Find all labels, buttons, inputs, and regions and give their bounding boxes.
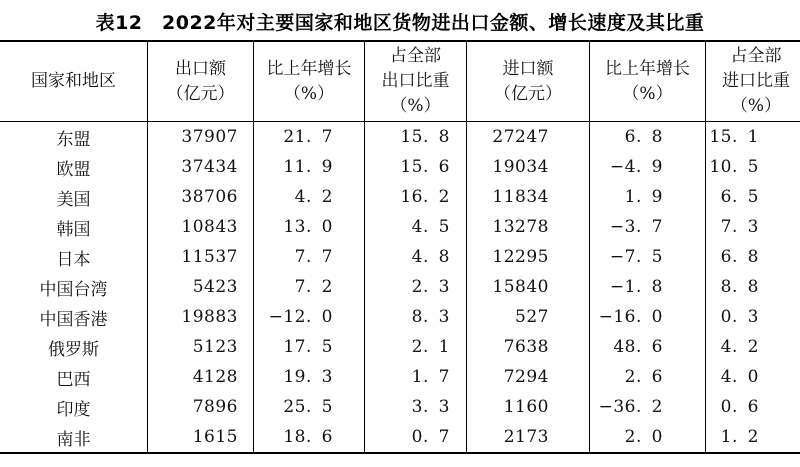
table-row <box>0 392 800 422</box>
cell-export-share: 1. 7 <box>365 362 467 392</box>
column-header-export-growth <box>254 41 365 122</box>
cell-import-value: 13278 <box>467 212 590 242</box>
cell-import-share: 10. 5 <box>706 152 800 182</box>
cell-region: 南非 <box>56 429 91 450</box>
column-header-import-share <box>706 41 800 122</box>
cell-export-growth: 13. 0 <box>254 212 365 242</box>
cell-import-share: 4. 0 <box>706 362 800 392</box>
cell-import-value: 27247 <box>467 122 590 153</box>
cell-export-share: 0. 7 <box>365 422 467 453</box>
cell-export-value: 10843 <box>148 212 254 242</box>
cell-import-share: 6. 5 <box>706 182 800 212</box>
cell-export-growth: 21. 7 <box>254 122 365 153</box>
cell-import-share: 4. 2 <box>706 332 800 362</box>
cell-region: 印度 <box>56 399 91 420</box>
cell-import-share: 15. 1 <box>706 122 800 153</box>
cell-export-growth: 19. 3 <box>254 362 365 392</box>
cell-export-share: 2. 1 <box>365 332 467 362</box>
cell-export-value: 7896 <box>148 392 254 422</box>
cell-export-growth: −12. 0 <box>254 302 365 332</box>
cell-export-growth: 11. 9 <box>254 152 365 182</box>
cell-export-share: 8. 3 <box>365 302 467 332</box>
cell-region: 中国香港 <box>39 309 108 330</box>
column-header-export-value <box>148 41 254 122</box>
cell-region: 韩国 <box>56 219 91 240</box>
column-header-export-share <box>365 41 467 122</box>
cell-export-growth: 4. 2 <box>254 182 365 212</box>
header-line: （亿元） <box>494 83 562 104</box>
header-line: 出口比重 <box>381 71 450 91</box>
cell-import-value: 11834 <box>467 182 590 212</box>
cell-export-value: 37434 <box>148 152 254 182</box>
cell-region: 欧盟 <box>56 159 91 180</box>
table-row <box>0 332 800 362</box>
cell-region: 美国 <box>56 189 91 210</box>
trade-by-country-table <box>0 40 800 454</box>
cell-region: 东盟 <box>56 129 91 150</box>
cell-import-growth: 48. 6 <box>590 332 706 362</box>
column-header-import-value <box>467 41 590 122</box>
table-title: 表12 2022年对主要国家和地区货物进出口金额、增长速度及其比重 <box>95 12 705 34</box>
cell-export-value: 11537 <box>148 242 254 272</box>
cell-export-value: 19883 <box>148 302 254 332</box>
table-row <box>0 122 800 153</box>
cell-region: 巴西 <box>56 369 91 390</box>
cell-export-share: 4. 8 <box>365 242 467 272</box>
cell-import-share: 0. 3 <box>706 302 800 332</box>
column-header-import-growth <box>590 41 706 122</box>
cell-import-growth: 6. 8 <box>590 122 706 153</box>
table-header <box>0 41 800 122</box>
table-row <box>0 302 800 332</box>
cell-export-value: 38706 <box>148 182 254 212</box>
cell-export-share: 3. 3 <box>365 392 467 422</box>
header-line: （%） <box>390 96 441 116</box>
header-line: （%） <box>730 96 782 116</box>
cell-export-share: 15. 8 <box>365 122 467 153</box>
cell-export-growth: 18. 6 <box>254 422 365 453</box>
table-row <box>0 422 800 453</box>
cell-export-value: 5123 <box>148 332 254 362</box>
cell-import-value: 7294 <box>467 362 590 392</box>
cell-import-growth: −1. 8 <box>590 272 706 302</box>
cell-export-growth: 7. 7 <box>254 242 365 272</box>
cell-import-growth: −4. 9 <box>590 152 706 182</box>
table-row <box>0 152 800 182</box>
table-row <box>0 362 800 392</box>
cell-import-value: 12295 <box>467 242 590 272</box>
cell-import-share: 7. 3 <box>706 212 800 242</box>
cell-import-share: 0. 6 <box>706 392 800 422</box>
cell-export-value: 1615 <box>148 422 254 453</box>
cell-export-share: 4. 5 <box>365 212 467 242</box>
cell-export-growth: 25. 5 <box>254 392 365 422</box>
cell-import-value: 15840 <box>467 272 590 302</box>
cell-import-value: 1160 <box>467 392 590 422</box>
column-header-region <box>0 41 148 122</box>
header-row <box>0 41 800 122</box>
table-row <box>0 212 800 242</box>
header-line: 比上年增长 <box>605 58 690 79</box>
header-line: 国家和地区 <box>31 71 116 91</box>
header-line: 占全部 <box>390 46 441 66</box>
cell-import-value: 527 <box>467 302 590 332</box>
cell-export-share: 16. 2 <box>365 182 467 212</box>
cell-import-value: 7638 <box>467 332 590 362</box>
cell-import-value: 2173 <box>467 422 590 453</box>
cell-export-share: 2. 3 <box>365 272 467 302</box>
cell-import-growth: −7. 5 <box>590 242 706 272</box>
table-body <box>0 122 800 454</box>
cell-import-growth: 2. 0 <box>590 422 706 453</box>
cell-import-growth: −16. 0 <box>590 302 706 332</box>
cell-export-value: 37907 <box>148 122 254 153</box>
cell-import-growth: 1. 9 <box>590 182 706 212</box>
header-line: 比上年增长 <box>266 58 352 79</box>
header-line: 占全部 <box>730 46 782 66</box>
cell-export-growth: 17. 5 <box>254 332 365 362</box>
header-line: 进口额 <box>502 58 554 79</box>
table-row <box>0 242 800 272</box>
header-line: 进口比重 <box>722 71 790 91</box>
cell-import-share: 6. 8 <box>706 242 800 272</box>
header-line: 出口额 <box>175 58 226 79</box>
cell-import-value: 19034 <box>467 152 590 182</box>
cell-import-share: 8. 8 <box>706 272 800 302</box>
header-line: （%） <box>622 83 673 104</box>
header-line: （%） <box>283 83 335 104</box>
cell-import-share: 1. 2 <box>706 422 800 453</box>
cell-region: 中国台湾 <box>39 279 108 300</box>
table-row <box>0 272 800 302</box>
cell-import-growth: −3. 7 <box>590 212 706 242</box>
cell-export-value: 4128 <box>148 362 254 392</box>
header-line: （亿元） <box>166 83 235 104</box>
cell-export-share: 15. 6 <box>365 152 467 182</box>
table-row <box>0 182 800 212</box>
cell-region: 俄罗斯 <box>48 339 99 360</box>
cell-region: 日本 <box>56 249 91 270</box>
cell-import-growth: 2. 6 <box>590 362 706 392</box>
cell-export-growth: 7. 2 <box>254 272 365 302</box>
cell-import-growth: −36. 2 <box>590 392 706 422</box>
cell-export-value: 5423 <box>148 272 254 302</box>
